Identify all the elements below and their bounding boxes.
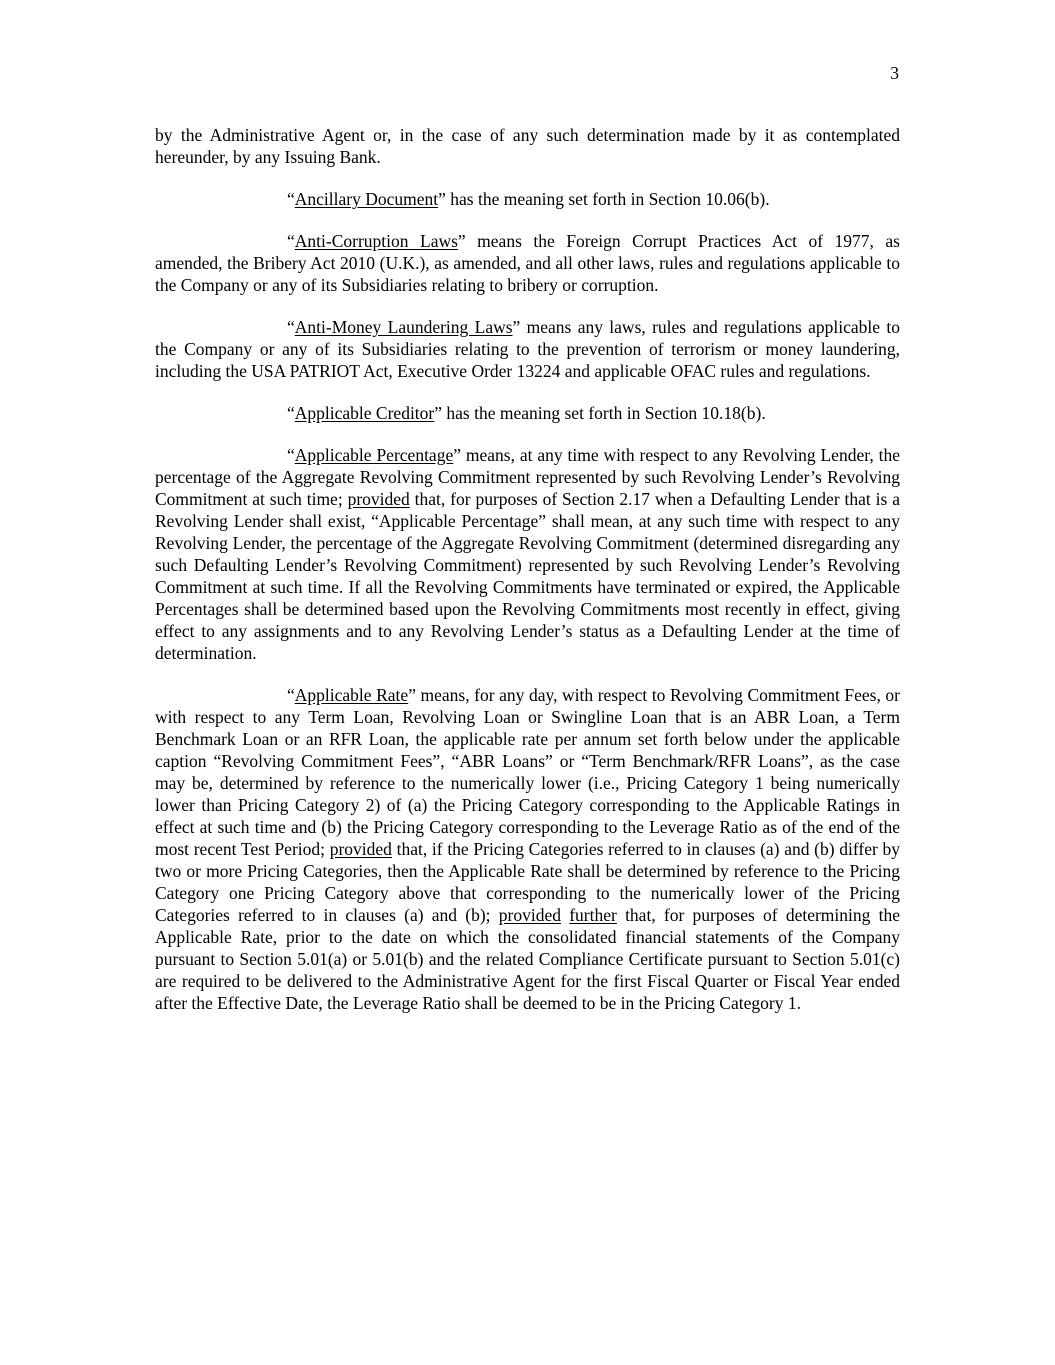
definition-text: that, if the Pricing Categories referred to in clauses (a) and (b) differ by two or more Pricing Categories, then the Applicable Rate shall be determined by reference to the Pricing Category one Pricing Category above that corresponding to the numerically lower of the Pricing Categories referred to in clauses (a) and (b);	[155, 839, 900, 925]
definition-applicable-rate: “Applicable Rate” means, for any day, with respect to Revolving Commitment Fees, or with respect to any Term Loan, Revolving Loan or Swingline Loan that is an ABR Loan, a Term Benchmark Loan or an RFR Loan, the applicable rate per annum set forth below under the applicable caption “Revolving Commitment Fees”, “ABR Loans” or “Term Benchmark/RFR Loans”, as the case may be, determined by reference to the numerically lower (i.e., Pricing Category 1 being numerically lower than Pricing Category 2) of (a) the Pricing Category corresponding to the Applicable Ratings in effect at such time and (b) the Pricing Category corresponding to the Leverage Ratio as of the end of the most recent Test Period; provided that, if the Pricing Categories referred to in clauses (a) and (b) differ by two or more Pricing Categories, then the Applicable Rate shall be determined by reference to the Pricing Category one Pricing Category above that corresponding to the numerically lower of the Pricing Categories referred to in clauses (a) and (b); provided further that, for purposes of determining the Applicable Rate, prior to the date on which the consolidated financial statements of the Company pursuant to Section 5.01(a) or 5.01(b) and the related Compliance Certificate pursuant to Section 5.01(c) are required to be delivered to the Administrative Agent for the first Fiscal Quarter or Fiscal Year ended after the Effective Date, the Leverage Ratio shall be deemed to be in the Pricing Category 1.	[155, 685, 900, 1013]
provided-term: provided	[347, 489, 410, 509]
document-body	[155, 124, 900, 1034]
defined-term: Ancillary Document	[294, 189, 439, 209]
definition-text: that, for purposes of determining the Applicable Rate, prior to the date on which the consolidated financial statements of the Company pursuant to Section 5.01(a) or 5.01(b) and the related Compliance Certificate pursuant to Section 5.01(c) are required to be delivered to the Administrative Agent for the first Fiscal Quarter or Fiscal Year ended after the Effective Date, the Leverage Ratio shall be deemed to be in the Pricing Category 1.	[155, 905, 900, 1013]
provided-term: provided	[329, 839, 392, 859]
definition-text: ” has the meaning set forth in Section 10.18(b).	[434, 403, 766, 423]
page-number: 3	[890, 63, 899, 83]
provided-term: provided	[498, 905, 561, 925]
definition-text: ” means any laws, rules and regulations applicable to the Company or any of its Subsidiaries relating to the prevention of terrorism or money laundering, including the USA PATRIOT Act, Executive Order 13224 and applicable OFAC rules and regulations.	[155, 317, 900, 381]
definition-ancillary-document: “Ancillary Document” has the meaning set forth in Section 10.06(b).	[287, 189, 770, 209]
defined-term: Anti-Money Laundering Laws	[294, 317, 513, 337]
defined-term: Applicable Rate	[294, 685, 409, 705]
definition-applicable-percentage: “Applicable Percentage” means, at any time with respect to any Revolving Lender, the percentage of the Aggregate Revolving Commitment represented by such Revolving Lender’s Revolving Commitment at such time; provided that, for purposes of Section 2.17 when a Defaulting Lender that is a Revolving Lender shall exist, “Applicable Percentage” shall mean, at any such time with respect to any Revolving Lender, the percentage of the Aggregate Revolving Commitment (determined disregarding any such Defaulting Lender’s Revolving Commitment) represented by such Revolving Lender’s Revolving Commitment at such time. If all the Revolving Commitments have terminated or expired, the Applicable Percentages shall be determined based upon the Revolving Commitments most recently in effect, giving effect to any assignments and to any Revolving Lender’s status as a Defaulting Lender at the time of determination.	[155, 445, 900, 663]
paragraph-text: by the Administrative Agent or, in the case of any such determination made by it as contemplated hereunder, by any Issuing Bank.	[155, 125, 900, 167]
definition-text: ” has the meaning set forth in Section 10.06(b).	[438, 189, 770, 209]
definition-text: that, for purposes of Section 2.17 when a Defaulting Lender that is a Revolving Lender shall exist, “Applicable Percentage” shall mean, at any such time with respect to any Revolving Lender, the percentage of the Aggregate Revolving Commitment (determined disregarding any such Defaulting Lender’s Revolving Commitment) represented by such Revolving Lender’s Revolving Commitment at such time. If all the Revolving Commitments have terminated or expired, the Applicable Percentages shall be determined based upon the Revolving Commitments most recently in effect, giving effect to any assignments and to any Revolving Lender’s status as a Defaulting Lender at the time of determination.	[155, 489, 900, 663]
defined-term: Applicable Percentage	[294, 445, 454, 465]
continuation-paragraph	[155, 124, 900, 168]
defined-term: Applicable Creditor	[294, 403, 435, 423]
definition-anti-corruption-laws: “Anti-Corruption Laws” means the Foreign Corrupt Practices Act of 1977, as amended, the Bribery Act 2010 (U.K.), as amended, and all other laws, rules and regulations applicable to the Company or any of its Subsidiaries relating to bribery or corruption.	[155, 231, 900, 295]
further-term: further	[569, 905, 617, 925]
definition-applicable-creditor: “Applicable Creditor” has the meaning set forth in Section 10.18(b).	[287, 403, 766, 423]
definition-text: ” means, for any day, with respect to Revolving Commitment Fees, or with respect to any Term Loan, Revolving Loan or Swingline Loan that is an ABR Loan, a Term Benchmark Loan or an RFR Loan, the applicable rate per annum set forth below under the applicable caption “Revolving Commitment Fees”, “ABR Loans” or “Term Benchmark/RFR Loans”, as the case may be, determined by reference to the numerically lower (i.e., Pricing Category 1 being numerically lower than Pricing Category 2) of (a) the Pricing Category corresponding to the Applicable Ratings in effect at such time and (b) the Pricing Category corresponding to the Leverage Ratio as of the end of the most recent Test Period;	[155, 685, 900, 859]
defined-term: Anti-Corruption Laws	[294, 231, 458, 251]
definition-text: ” means the Foreign Corrupt Practices Act of 1977, as amended, the Bribery Act 2010 (U.K.), as amended, and all other laws, rules and regulations applicable to the Company or any of its Subsidiaries relating to bribery or corruption.	[155, 231, 900, 295]
definition-text: ” means, at any time with respect to any Revolving Lender, the percentage of the Aggregate Revolving Commitment represented by such Revolving Lender’s Revolving Commitment at such time;	[155, 445, 900, 509]
definition-anti-money-laundering-laws: “Anti-Money Laundering Laws” means any laws, rules and regulations applicable to the Company or any of its Subsidiaries relating to the prevention of terrorism or money laundering, including the USA PATRIOT Act, Executive Order 13224 and applicable OFAC rules and regulations.	[155, 317, 900, 381]
